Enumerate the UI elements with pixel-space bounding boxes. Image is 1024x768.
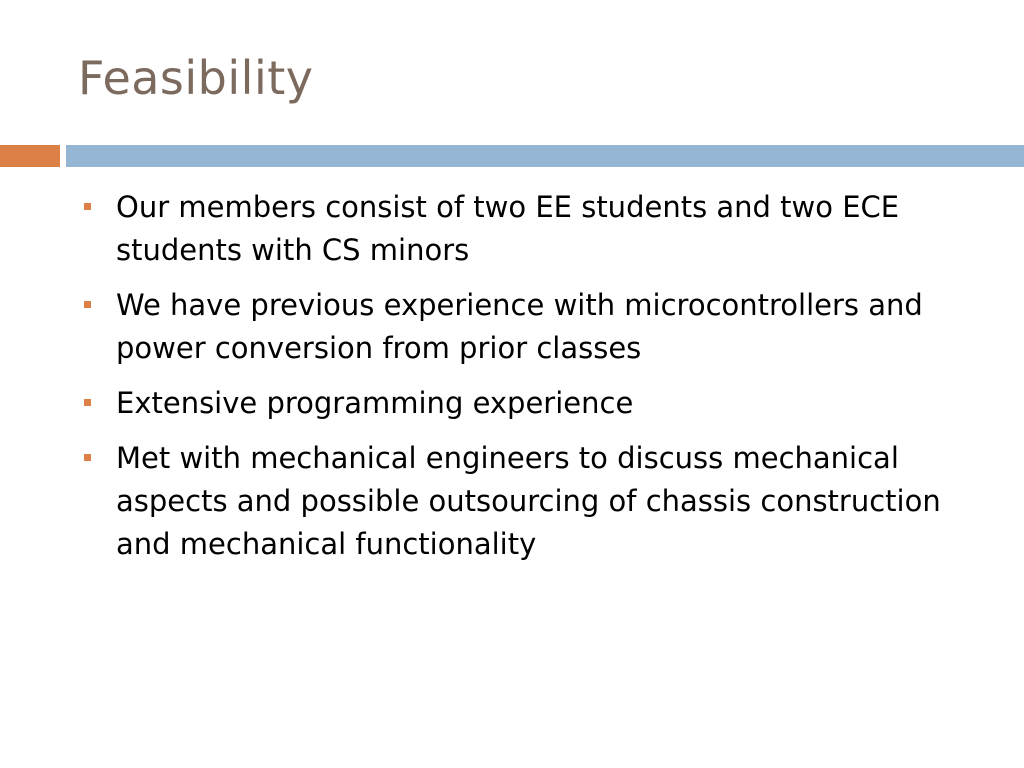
bullet-item [80, 437, 980, 566]
slide-title: Feasibility [78, 51, 314, 105]
bullet-text: Met with mechanical engineers to discuss mechanical aspects and possible outsourcing of chassis construction and mechanical functionality [116, 441, 941, 561]
bullet-item [80, 186, 980, 272]
bullet-square-icon [84, 454, 91, 461]
bullet-text: Extensive programming experience [116, 386, 634, 420]
bullet-square-icon [84, 399, 91, 406]
bullet-text: Our members consist of two EE students and two ECE students with CS minors [116, 190, 900, 267]
bullet-item [80, 382, 980, 425]
bullet-list [80, 186, 980, 578]
bullet-text: We have previous experience with microcontrollers and power conversion from prior classes [116, 288, 923, 365]
bullet-square-icon [84, 301, 91, 308]
accent-bar-orange [0, 145, 60, 167]
accent-bar-blue [66, 145, 1024, 167]
bullet-square-icon [84, 203, 91, 210]
bullet-item [80, 284, 980, 370]
